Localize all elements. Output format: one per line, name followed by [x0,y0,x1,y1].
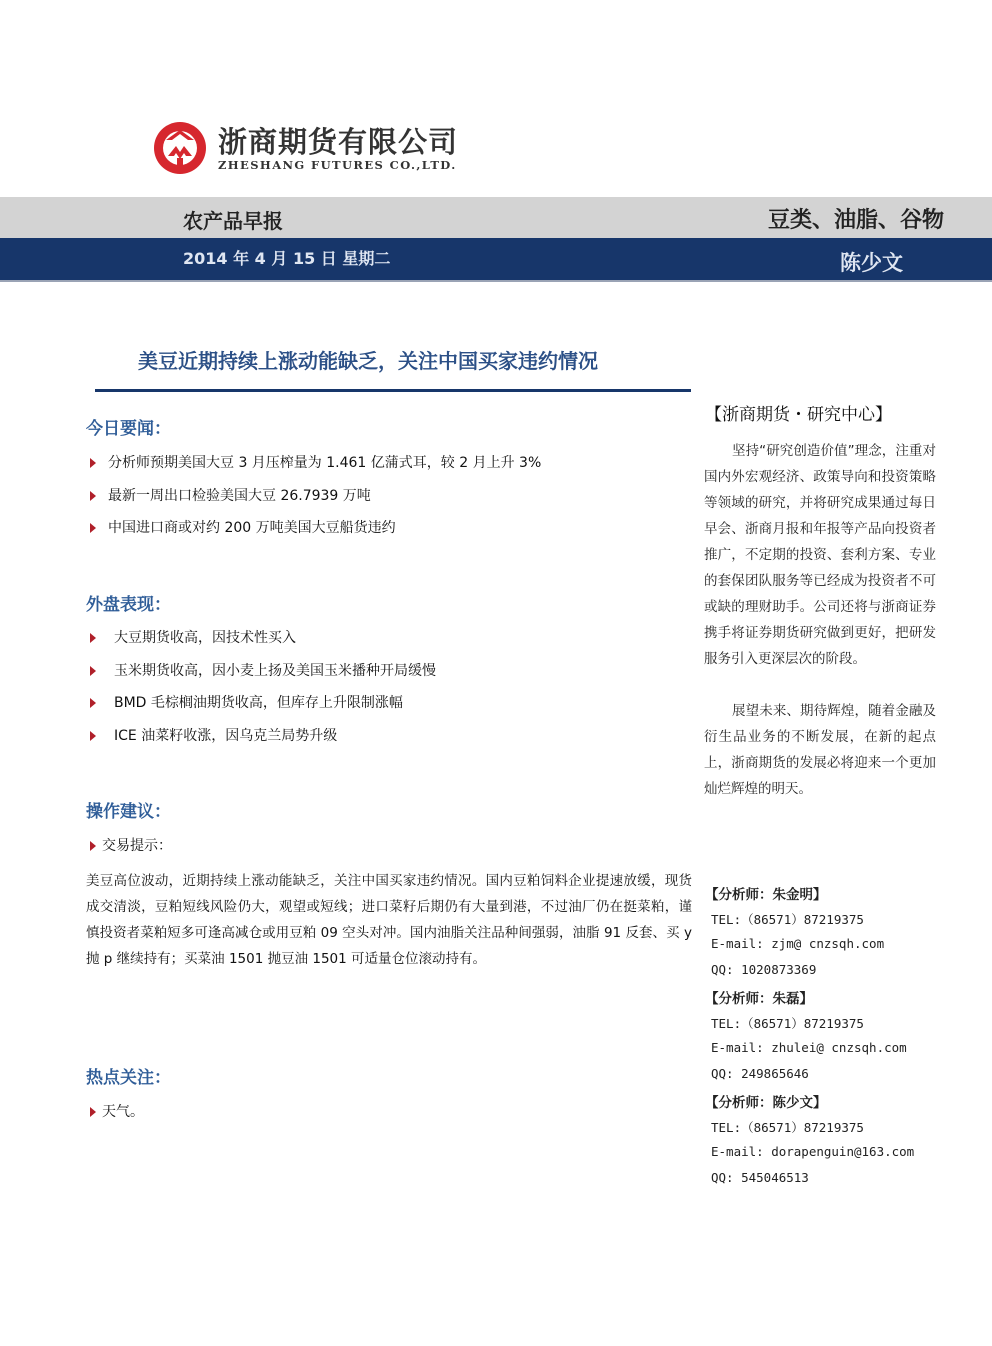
header-band-divider [0,280,992,282]
analyst-tel: TEL:（86571）87219375 [711,1016,864,1031]
company-name-cn: 浙商期货有限公司 [218,125,459,159]
list-item: 天气。 [90,1101,144,1121]
analyst-name: 【分析师：陈少文】 [705,1095,827,1111]
list-item: BMD 毛棕榈油期货收高，但库存上升限制涨幅 [90,692,403,712]
analyst-qq: QQ: 1020873369 [711,962,817,977]
sidebar-paragraph: 坚持“研究创造价值”理念，注重对国内外宏观经济、政策导向和投资策略等领域的研究，并将研究成果通过每日早会、浙商月报和年报等产品向投资者推广，不定期的投资、套利方案、专业的套保团队服务等已经成为投资者不可或缺的理财助手。公司还将与浙商证券携手将证券期货研究做到更好，把研发服务引入更深层次的阶段。 [704,443,936,667]
analyst-name: 【分析师：朱金明】 [705,887,827,903]
analyst-tel: TEL:（86571）87219375 [711,1120,864,1135]
analyst-email[interactable]: E-mail: zjm@ cnzsqh.com [711,936,885,951]
list-item: 大豆期货收高，因技术性买入 [90,627,296,647]
report-author: 陈少文 [840,251,903,275]
sidebar-paragraph: 展望未来、期待辉煌，随着金融及衍生品业务的不断发展，在新的起点上，浙商期货的发展必将迎来一个更加灿烂辉煌的明天。 [704,703,936,797]
section-title-advice: 操作建议： [86,802,171,822]
bullet-arrow-icon [90,731,96,741]
company-name-en: ZHESHANG FUTURES CO.,LTD. [218,158,457,172]
section-title-hot: 热点关注： [86,1068,171,1088]
analyst-qq: QQ: 545046513 [711,1170,809,1185]
list-item: 中国进口商或对约 200 万吨美国大豆船货违约 [90,517,396,537]
list-item: 玉米期货收高，因小麦上扬及美国玉米播种开局缓慢 [90,660,436,680]
analyst-email[interactable]: E-mail: zhulei@ cnzsqh.com [711,1040,907,1055]
headline-rule [95,389,691,392]
analyst-name: 【分析师：朱磊】 [705,991,813,1007]
bullet-arrow-icon [90,698,96,708]
analyst-tel: TEL:（86571）87219375 [711,912,864,927]
report-category: 豆类、油脂、谷物 [767,208,944,233]
headline: 美豆近期持续上涨动能缺乏，关注中国买家违约情况 [138,349,598,373]
bullet-arrow-icon [90,491,96,501]
section-title-today-news: 今日要闻： [86,419,171,439]
list-item: 分析师预期美国大豆 3 月压榨量为 1.461 亿蒲式耳，较 2 月上升 3% [90,452,541,472]
bullet-arrow-icon [90,633,96,643]
analyst-email[interactable]: E-mail: dorapenguin@163.com [711,1144,915,1159]
bullet-arrow-icon [90,666,96,676]
bullet-arrow-icon [90,458,96,468]
company-logo-icon [152,120,208,176]
report-type: 农产品早报 [183,209,283,233]
bullet-arrow-icon [90,1107,96,1117]
bullet-arrow-icon [90,841,96,851]
bullet-arrow-icon [90,523,96,533]
report-date: 2014 年 4 月 15 日 星期二 [183,249,391,268]
trade-tip-label: 交易提示： [90,835,172,855]
company-logo [152,118,459,180]
sidebar-title: 【浙商期货・研究中心】 [705,405,892,425]
section-title-foreign: 外盘表现： [86,595,171,615]
list-item: 最新一周出口检验美国大豆 26.7939 万吨 [90,485,371,505]
list-item: ICE 油菜籽收涨，因乌克兰局势升级 [90,725,337,745]
advice-paragraph: 美豆高位波动，近期持续上涨动能缺乏，关注中国买家违约情况。国内豆粕饲料企业提速放缓，现货成交清淡，豆粕短线风险仍大，观望或短线；进口菜籽后期仍有大量到港，不过油厂仍在挺菜粕，谨慎投资者菜粕短多可逢高减仓或用豆粕 09 空头对冲。国内油脂关注品种间强弱，油脂 91 反套、买 y 抛 p 继续持有；买菜油 1501 抛豆油 1501 可适量仓位滚动持有。 [86,873,692,967]
analyst-qq: QQ: 249865646 [711,1066,809,1081]
